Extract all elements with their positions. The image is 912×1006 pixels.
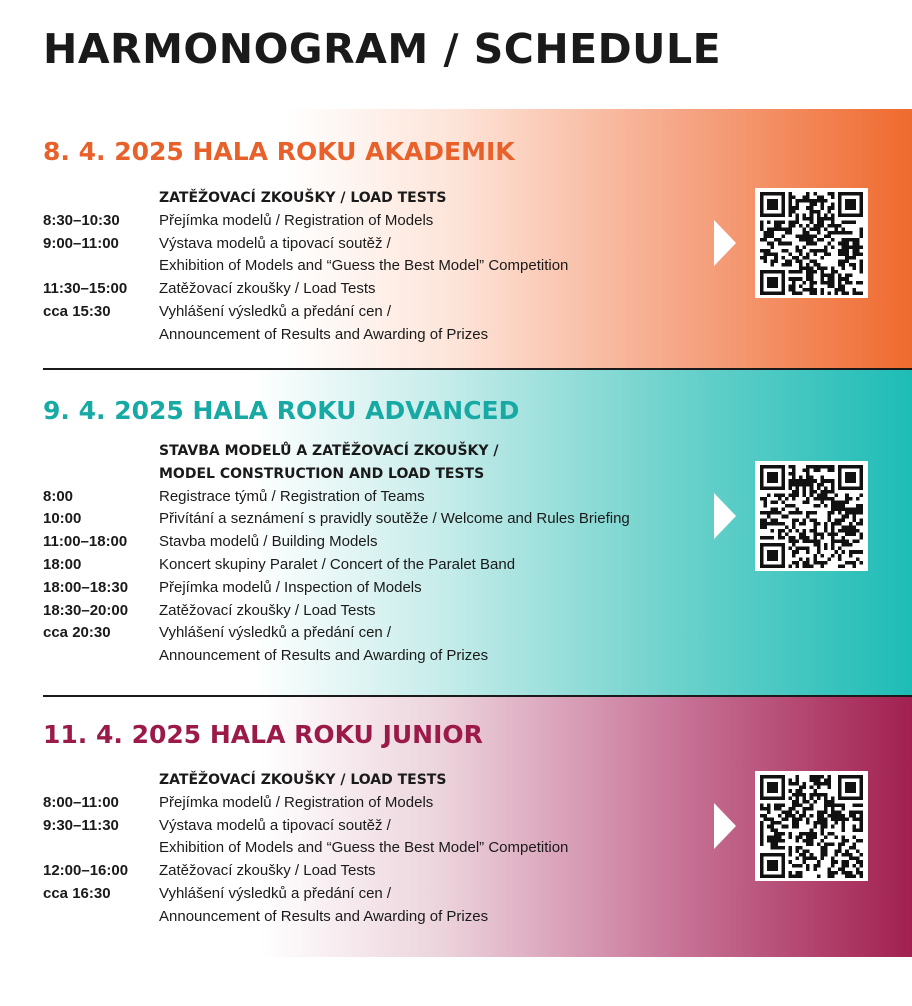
schedule-activity: ZATĚŽOVACÍ ZKOUŠKY / LOAD TESTS	[159, 772, 447, 788]
section-title: 8. 4. 2025 HALA ROKU AKADEMIK	[43, 137, 515, 166]
play-arrow-icon	[714, 220, 736, 266]
schedule-time: 11:30–15:00	[43, 280, 128, 298]
schedule-activity: Přejímka modelů / Registration of Models	[159, 793, 434, 811]
play-arrow-icon	[714, 803, 736, 849]
play-arrow-icon	[714, 493, 736, 539]
schedule-row	[0, 600, 912, 623]
schedule-activity: ZATĚŽOVACÍ ZKOUŠKY / LOAD TESTS	[159, 190, 447, 206]
schedule-time: 11:00–18:00	[43, 533, 128, 551]
schedule-activity: Exhibition of Models and “Guess the Best Model” Competition	[159, 257, 569, 275]
schedule-row	[0, 324, 912, 347]
qr-code-icon[interactable]	[755, 771, 868, 881]
schedule-row	[0, 906, 912, 929]
schedule-time: 18:30–20:00	[43, 601, 129, 619]
schedule-row	[0, 883, 912, 906]
schedule-time: cca 16:30	[43, 884, 111, 902]
schedule-activity: Announcement of Results and Awarding of Prizes	[159, 325, 489, 343]
schedule-time: 8:30–10:30	[43, 211, 120, 229]
schedule-activity: Výstava modelů a tipovací soutěž /	[159, 234, 391, 252]
schedule-activity: Vyhlášení výsledků a předání cen /	[159, 624, 392, 642]
schedule-time: 9:00–11:00	[43, 234, 119, 252]
schedule-activity: Vyhlášení výsledků a předání cen /	[159, 302, 392, 320]
schedule-time: 18:00–18:30	[43, 578, 129, 596]
schedule-activity: Zatěžovací zkoušky / Load Tests	[159, 280, 376, 298]
schedule-activity: MODEL CONSTRUCTION AND LOAD TESTS	[159, 465, 485, 482]
schedule-row	[0, 645, 912, 668]
qr-code-icon[interactable]	[755, 188, 868, 298]
schedule-time: 10:00	[43, 510, 82, 528]
schedule-activity: Stavba modelů / Building Models	[159, 533, 378, 551]
schedule-time: 9:30–11:30	[43, 816, 119, 834]
schedule-activity: Registrace týmů / Registration of Teams	[159, 487, 425, 505]
qr-code-icon[interactable]	[755, 461, 868, 571]
qr-code-icon	[760, 465, 863, 568]
schedule-time: 12:00–16:00	[43, 862, 129, 880]
schedule-activity: Exhibition of Models and “Guess the Best Model” Competition	[159, 839, 569, 857]
schedule-time: cca 15:30	[43, 302, 111, 320]
qr-code-icon	[760, 775, 863, 878]
schedule-activity: STAVBA MODELŮ A ZATĚŽOVACÍ ZKOUŠKY /	[159, 443, 499, 459]
schedule-activity: Zatěžovací zkoušky / Load Tests	[159, 862, 376, 880]
schedule-section-advanced	[0, 370, 912, 695]
schedule-activity: Announcement of Results and Awarding of Prizes	[159, 907, 489, 925]
schedule-time: 18:00	[43, 555, 82, 573]
schedule-section-akademik	[0, 109, 912, 369]
section-title: 9. 4. 2025 HALA ROKU ADVANCED	[43, 396, 520, 425]
qr-code-icon	[760, 192, 863, 295]
schedule-activity: Announcement of Results and Awarding of Prizes	[159, 647, 489, 665]
schedule-time: cca 20:30	[43, 624, 111, 642]
schedule-activity: Přejímka modelů / Registration of Models	[159, 211, 434, 229]
schedule-row	[0, 577, 912, 600]
page-title: HARMONOGRAM / SCHEDULE	[43, 25, 722, 73]
schedule-activity: Výstava modelů a tipovací soutěž /	[159, 816, 391, 834]
schedule-activity: Vyhlášení výsledků a předání cen /	[159, 884, 392, 902]
schedule-activity: Zatěžovací zkoušky / Load Tests	[159, 601, 376, 619]
section-title: 11. 4. 2025 HALA ROKU JUNIOR	[43, 720, 483, 749]
schedule-row	[0, 622, 912, 645]
schedule-time: 8:00	[43, 487, 74, 505]
schedule-activity: Přivítání a seznámení s pravidly soutěže / Welcome and Rules Briefing	[159, 510, 630, 528]
schedule-time: 8:00–11:00	[43, 793, 119, 811]
schedule-activity: Koncert skupiny Paralet / Concert of the Paralet Band	[159, 555, 516, 573]
schedule-subheading	[0, 440, 912, 463]
schedule-activity: Přejímka modelů / Inspection of Models	[159, 578, 422, 596]
schedule-row	[0, 301, 912, 324]
schedule-section-junior	[0, 697, 912, 957]
